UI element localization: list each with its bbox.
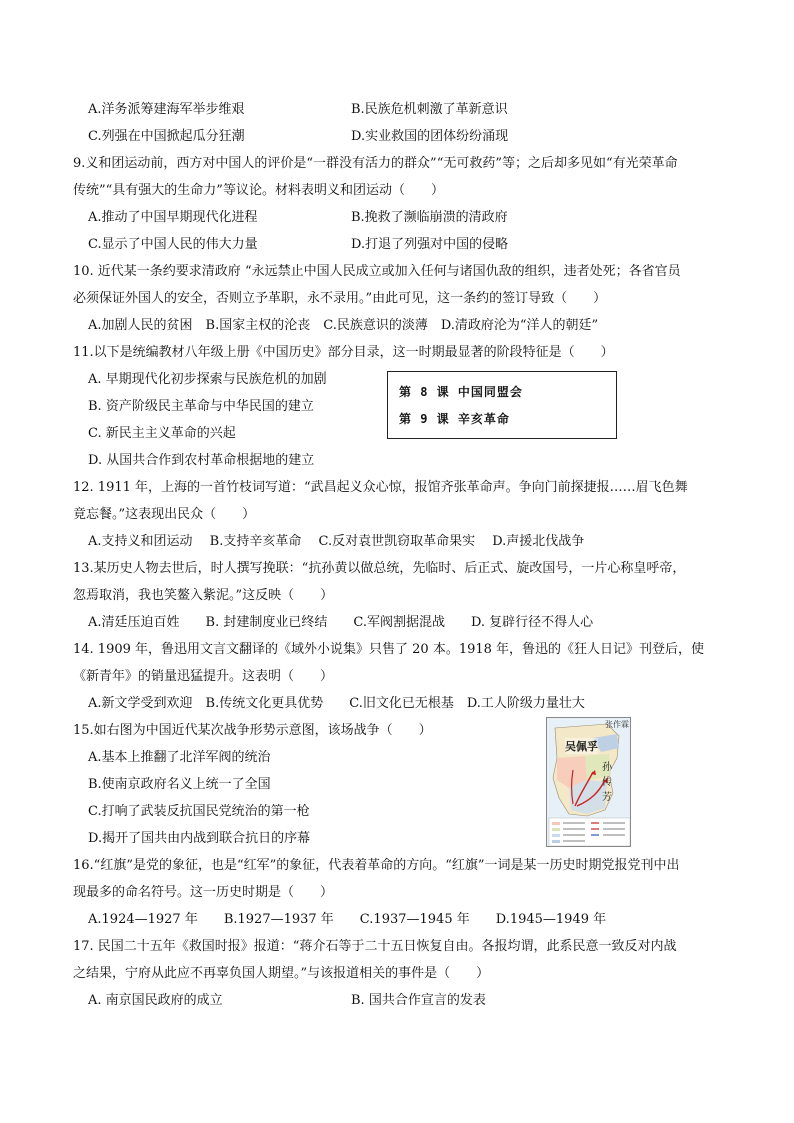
map-label-sun-1: 孙 <box>602 762 612 773</box>
q12-stem-line2: 竟忘餐。”这表现出民众（ ） <box>73 507 256 522</box>
q11-option-d: D. 从国共合作到农村革命根据地的建立 <box>88 453 315 468</box>
q12-stem-line1: 12. 1911 年，上海的一首竹枝词写道：“武昌起义众心惊，报馆齐张革命声。争向门前探捷报……眉飞色舞 <box>73 480 688 495</box>
q11-stem: 11.以下是统编教材八年级上册《中国历史》部分目录，这一时期最显著的阶段特征是（ ） <box>73 345 614 360</box>
q9-option-c: C.显示了中国人民的伟大力量 <box>88 237 258 252</box>
q14-stem-line1: 14. 1909 年，鲁迅用文言文翻译的《域外小说集》只售了 20 本。1918 年，鲁迅的《狂人日记》刊登后，使 <box>73 642 705 657</box>
q8-option-c: C.列强在中国掀起瓜分狂潮 <box>88 129 245 144</box>
q13-stem-line2: 忽焉取消，我也笑鳌入紫泥。”这反映（ ） <box>73 588 334 603</box>
q14-stem-line2: 《新青年》的销量迅猛提升。这表明（ ） <box>73 669 334 684</box>
war-situation-map <box>546 717 631 847</box>
q9-stem-line1: 9.义和团运动前，西方对中国人的评价是“一群没有活力的群众”“无可救药”等；之后却多见如“有光荣革命 <box>73 156 678 171</box>
q8-option-a: A.洋务派筹建海军举步维艰 <box>88 102 245 117</box>
q10-stem-line1: 10. 近代某一条约要求清政府 “永远禁止中国人民成立或加入任何与诸国仇敌的组织，违者处死；各省官员 <box>73 264 681 279</box>
q17-stem-line1: 17. 民国二十五年《救国时报》报道：“蒋介石等于二十五日恢复自由。各报均谓，此系民意一致反对内战 <box>73 939 677 954</box>
contents-lesson-8: 第 8 课 中国同盟会 <box>399 385 523 399</box>
q11-option-b: B. 资产阶级民主革命与中华民国的建立 <box>88 399 314 414</box>
q15-stem: 15.如右图为中国近代某次战争形势示意图，该场战争（ ） <box>73 723 432 738</box>
q10-options: A.加剧人民的贫困 B.国家主权的沦丧 C.民族意识的淡薄 D.清政府沦为“洋人的朝廷” <box>88 318 599 333</box>
q11-option-a: A. 早期现代化初步探索与民族危机的加剧 <box>88 372 327 387</box>
q9-option-a: A.推动了中国早期现代化进程 <box>88 210 258 225</box>
textbook-contents-box <box>387 371 617 439</box>
q17-option-b: B. 国共合作宣言的发表 <box>351 993 486 1008</box>
q13-stem-line1: 13.某历史人物去世后，时人撰写挽联：“抗孙黄以做总统，先临时、后正式、旋改国号，一片心称皇呼帝， <box>73 561 686 576</box>
q17-stem-line2: 之结果，宁府从此应不再辜负国人期望。”与该报道相关的事件是（ ） <box>73 966 490 981</box>
q16-stem-line1: 16.“红旗”是党的象征，也是“红军”的象征，代表着革命的方向。“红旗”一词是某一历史时期党报党刊中出 <box>73 858 680 873</box>
q15-option-d: D.揭开了国共由内战到联合抗日的序幕 <box>88 831 311 846</box>
q9-option-b: B.挽救了濒临崩溃的清政府 <box>351 210 508 225</box>
map-label-zhang: 张作霖 <box>605 720 629 729</box>
map-label-wu: 吴佩孚 <box>565 740 598 753</box>
q12-options: A.支持义和团运动 B.支持辛亥革命 C.反对袁世凯窃取革命果实 D.声援北伐战争 <box>88 534 585 549</box>
contents-lesson-9: 第 9 课 辛亥革命 <box>399 412 510 426</box>
q17-option-a: A. 南京国民政府的成立 <box>88 993 223 1008</box>
q15-option-b: B.使南京政府名义上统一了全国 <box>88 777 271 792</box>
q8-option-b: B.民族危机刺激了革新意识 <box>351 102 508 117</box>
q14-options: A.新文学受到欢迎 B.传统文化更具优势 C.旧文化已无根基 D.工人阶级力量壮大 <box>88 696 585 711</box>
q10-stem-line2: 必须保证外国人的安全，否则立予革职，永不录用。”由此可见，这一条约的签订导致（ ） <box>73 291 607 306</box>
q8-option-d: D.实业救国的团体纷纷涌现 <box>351 129 509 144</box>
q15-option-c: C.打响了武装反抗国民党统治的第一枪 <box>88 804 310 819</box>
q13-options: A.清廷压迫百姓 B. 封建制度业已终结 C.军阀割据混战 D. 复辟行径不得人心 <box>88 615 594 630</box>
q9-stem-line2: 传统”“具有强大的生命力”等议论。材料表明义和团运动（ ） <box>73 183 444 198</box>
q15-option-a: A.基本上推翻了北洋军阀的统治 <box>88 750 271 765</box>
q11-option-c: C. 新民主主义革命的兴起 <box>88 426 236 441</box>
map-label-sun-3: 芳 <box>602 792 612 803</box>
q16-stem-line2: 现最多的命名符号。这一历史时期是（ ） <box>73 885 334 900</box>
q16-options: A.1924—1927 年 B.1927—1937 年 C.1937—1945 年 D.1945—1949 年 <box>88 912 607 927</box>
map-label-sun-2: 传 <box>602 777 612 788</box>
q9-option-d: D.打退了列强对中国的侵略 <box>351 237 509 252</box>
